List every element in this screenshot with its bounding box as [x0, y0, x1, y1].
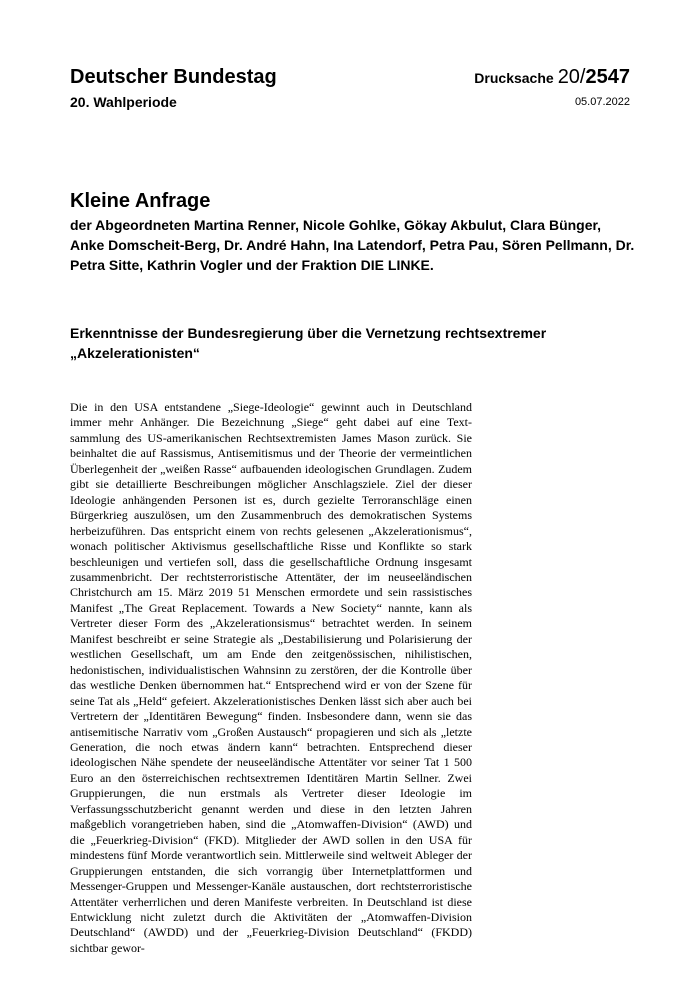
- body-text: Die in den USA entstandene „Siege-Ideologie“ gewinnt auch in Deutschland immer mehr Anhänger. Die Bezeichnung „Siege“ geht dabei auf eine Textsammlung des US-amerikanischen Rechtsextremisten James Mason zurück. Sie beinhaltet die auf Rassismus, Antisemitismus und der Theorie der vermeintlichen Überlegenheit der „weißen Rasse“ aufbauenden ideologischen Grundlagen. Zudem gibt sie detaillierte Beschreibungen möglicher Anschlagsziele. Ziel der dieser Ideologie anhängenden Personen ist es, durch gezielte Terroranschläge einen Bürgerkrieg auszulösen, um den Zusammenbruch des demokratischen Systems herbeizuführen. Das entspricht einem von rechts gelesenen „Akzelerationismus“, wonach politischer Aktivismus gesellschaftliche Risse und Konflikte so stark beschleunigen und vertiefen soll, dass die gesellschaftliche Ordnung insgesamt zusammenbricht. Der rechtsterroristische Attentäter, der im neuseeländischen Christchurch am 15. März 2019 51 Menschen ermordete und sein rassistisches Manifest „The Great Replacement. Towards a New Society“ nannte, kann als Vertreter dieser Form des „Akzelerationsismus“ betrachtet werden. In seinem Manifest beschreibt er seine Strategie als „Destabilisierung und Polarisierung der westlichen Gesellschaft, um am Ende den zeitgenössischen, nihilistischen, hedonistischen, individualistischen Wahnsinn zu zerstören, der die Kontrolle über das westliche Denken übernommen hat.“ Entsprechend wird er von der Szene für seine Tat als „Held“ gefeiert. Akzelerationistisches Denken lässt sich aber auch bei Vertretern der „Identitären Bewegung“ finden. Insbesondere dann, wenn sie das antisemitische Narrativ vom „Großen Austausch“ propagieren und sich als „letzte Generation, die noch etwas ändern kann“ betrachten. Entsprechend dieser ideologischen Nähe spendete der neuseeländische Attentäter vor seiner Tat 1 500 Euro an den österreichischen rechtsextremen Identitären Martin Sellner. Zwei Gruppierungen, die nun erstmals als Vertreter dieser Ideologie im Verfassungsschutzbericht genannt werden und diese in den letzten Jahren maßgeblich vorangetrieben haben, sind die „Atomwaffen-Division“ (AWD) und die „Feuerkrieg-Division“ (FKD). Mitglieder der AWD sollen in den USA für mindestens fünf Morde verantwortlich sein. Mittlerweile sind weltweit Ableger der Gruppierungen entstanden, die sich vorrangig über Internetplattformen und Messenger-Gruppen und Messenger-Kanäle austauschen, dort rechtsterroristische Attentäter verherrlichen und deren Manifeste verbreiten. In Deutschland ist diese Entwicklung nicht zuletzt durch die Aktivitäten der „Atomwaffen-Division Deutschland“ (AWDD) und der „Feuerkrieg-Division Deutschland“ (FKDD) sichtbar gewor-: [70, 400, 472, 955]
- document-number: [474, 66, 630, 89]
- authors: der Abgeordneten Martina Renner, Nicole Gohlke, Gökay Akbulut, Clara Bünger, Anke Domscheit-Berg, Dr. André Hahn, Ina Latendorf, Petra Pau, Sören Pellmann, Dr. Petra Sitte, Kathrin Vogler und der Fraktion DIE LINKE.: [70, 217, 635, 273]
- document-number-label: Drucksache: [474, 70, 554, 86]
- institution-name: Deutscher Bundestag: [70, 66, 277, 88]
- document-number-prefix: 20/: [557, 66, 586, 88]
- document-number-main: 2547: [585, 66, 630, 88]
- subject-title: Erkenntnisse der Bundesregierung über die Vernetzung rechtsextremer „Akzelerationisten“: [70, 325, 547, 361]
- document-date: 05.07.2022: [574, 96, 630, 108]
- legislative-period: 20. Wahlperiode: [70, 94, 177, 110]
- document-type: Kleine Anfrage: [70, 190, 211, 212]
